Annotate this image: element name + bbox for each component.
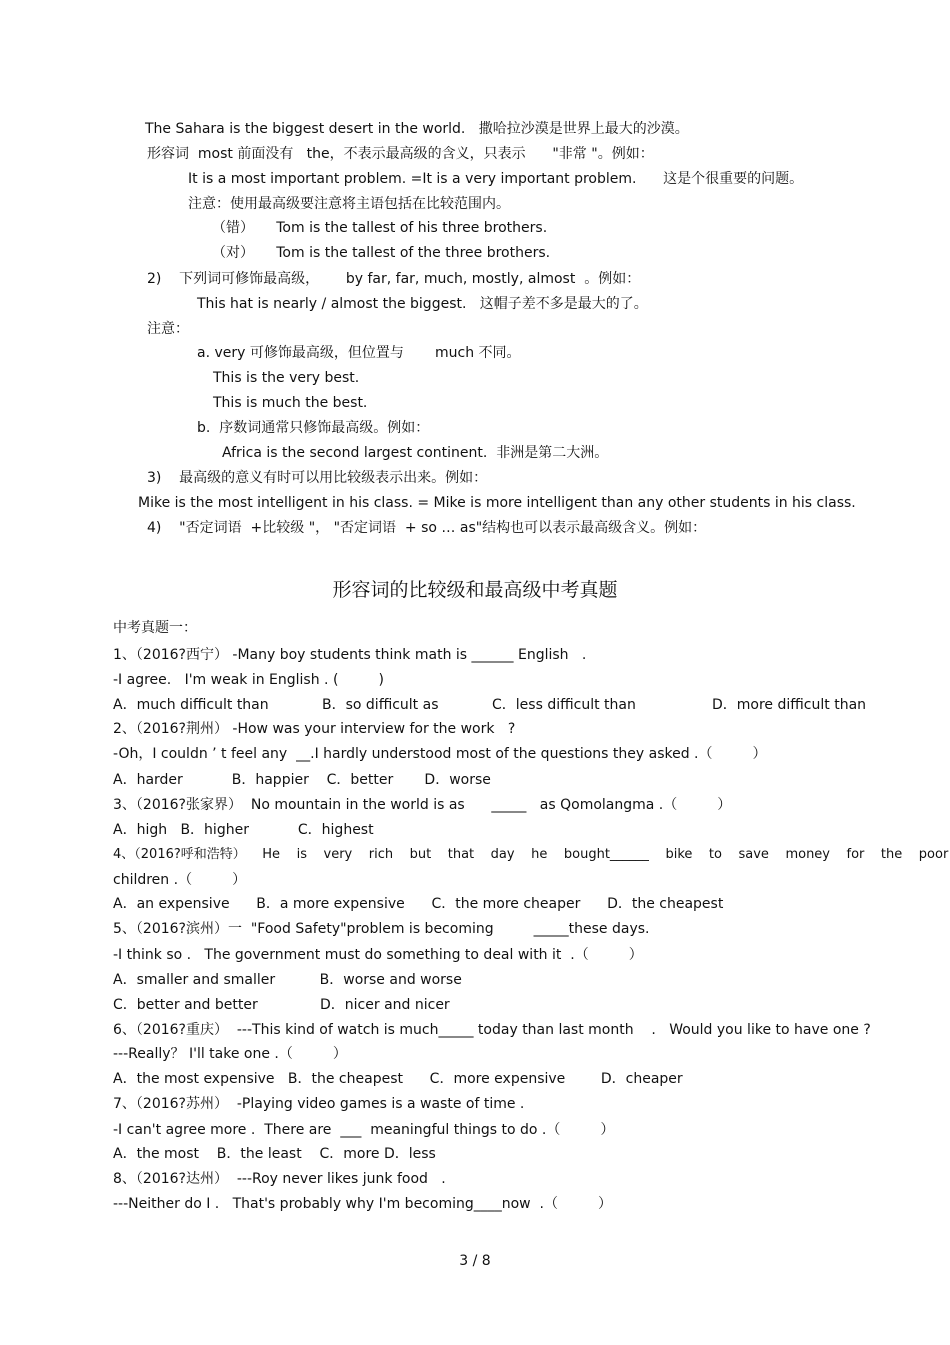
notes-line: 2) 下列词可修饰最高级， by far, far, much, mostly, almost 。例如：	[147, 271, 641, 287]
example-line: （对） Tom is the tallest of the three brothers.	[212, 245, 551, 261]
question-4-options: A．an expensive B．a more expensive C．the more cheaper D．the cheapest	[113, 896, 724, 912]
notes-line: 注意：	[147, 321, 189, 337]
question-7-reply: -I can't agree more . There are ___ meaningful things to do .（ ）	[113, 1122, 615, 1138]
page-number: 3 / 8	[459, 1253, 491, 1269]
example-line: It is a most important problem. =It is a very important problem. 这是个很重要的问题。	[188, 171, 804, 187]
exam-heading: 中考真题一：	[113, 620, 197, 636]
question-8: 8、（2016?达州） ---Roy never likes junk food .	[113, 1171, 446, 1187]
question-7-options: A．the most B．the least C．more D．less	[113, 1146, 436, 1162]
question-5: 5、（2016?滨州）一 "Food Safety"problem is becoming _____these days.	[113, 921, 650, 937]
question-1-reply: -I agree. I'm weak in English . ( )	[113, 672, 384, 688]
notes-line: 4) "否定词语 +比较级 "， "否定词语 + so … as"结构也可以表示最高级含义。例如：	[147, 520, 707, 536]
example-line: This is the very best.	[213, 370, 360, 386]
question-3: 3、（2016?张家界） No mountain in the world is as _____ as Qomolangma .（ ）	[113, 797, 732, 813]
question-7: 7、（2016?苏州） -Playing video games is a waste of time .	[113, 1096, 525, 1112]
question-5-reply: -I think so . The government must do something to deal with it .（ ）	[113, 947, 643, 963]
question-4: 4、（2016?呼和浩特） He is very rich but that day he bought______ bike to save money for the poor	[113, 847, 949, 862]
question-6-options: A．the most expensive B．the cheapest C．more expensive D．cheaper	[113, 1071, 683, 1087]
example-line: Mike is the most intelligent in his class. = Mike is more intelligent than any other students in his class.	[138, 495, 856, 511]
notes-line: 3) 最高级的意义有时可以用比较级表示出来。例如：	[147, 470, 488, 486]
notes-line: 形容词 most 前面没有 the，不表示最高级的含义，只表示 "非常 "。例如：	[147, 146, 654, 162]
example-line: This hat is nearly / almost the biggest. 这帽子差不多是最大的了。	[197, 296, 648, 312]
question-5-options-cd: C．better and better D．nicer and nicer	[113, 997, 450, 1013]
question-1: 1、（2016?西宁） -Many boy students think math is ______ English .	[113, 647, 587, 663]
notes-line: a. very 可修饰最高级，但位置与 much 不同。	[197, 345, 521, 361]
section-title: 形容词的比较级和最高级中考真题	[332, 579, 618, 601]
notes-line: b. 序数词通常只修饰最高级。例如：	[197, 420, 430, 436]
question-8-reply: ---Neither do I . That's probably why I'm becoming____now .（ ）	[113, 1196, 613, 1212]
question-6-reply: ---Really？ I'll take one .（ ）	[113, 1046, 347, 1062]
question-6: 6、（2016?重庆） ---This kind of watch is much_____ today than last month . Would you like to have one ?	[113, 1022, 871, 1038]
example-line: （错） Tom is the tallest of his three brothers.	[212, 220, 548, 236]
question-2-reply: -Oh，I couldn ’ t feel any __.I hardly understood most of the questions they asked .（ ）	[113, 746, 767, 762]
option-a: A．much difficult than	[113, 697, 269, 713]
question-2: 2、（2016?荆州） -How was your interview for the work ?	[113, 721, 516, 737]
notes-line: 注意：使用最高级要注意将主语包括在比较范围内。	[188, 196, 510, 212]
option-d: D．more difficult than	[712, 697, 867, 713]
question-4-cont: children .（ ）	[113, 872, 247, 888]
option-b: B．so difficult as	[322, 697, 439, 713]
question-3-options: A．high B．higher C．highest	[113, 822, 374, 838]
notes-line: The Sahara is the biggest desert in the world. 撒哈拉沙漠是世界上最大的沙漠。	[145, 121, 689, 137]
option-c: C．less difficult than	[492, 697, 636, 713]
example-line: This is much the best.	[213, 395, 368, 411]
example-line: Africa is the second largest continent. 非洲是第二大洲。	[222, 445, 609, 461]
question-2-options: A．harder B．happier C．better D．worse	[113, 772, 491, 788]
question-5-options-ab: A．smaller and smaller B．worse and worse	[113, 972, 462, 988]
